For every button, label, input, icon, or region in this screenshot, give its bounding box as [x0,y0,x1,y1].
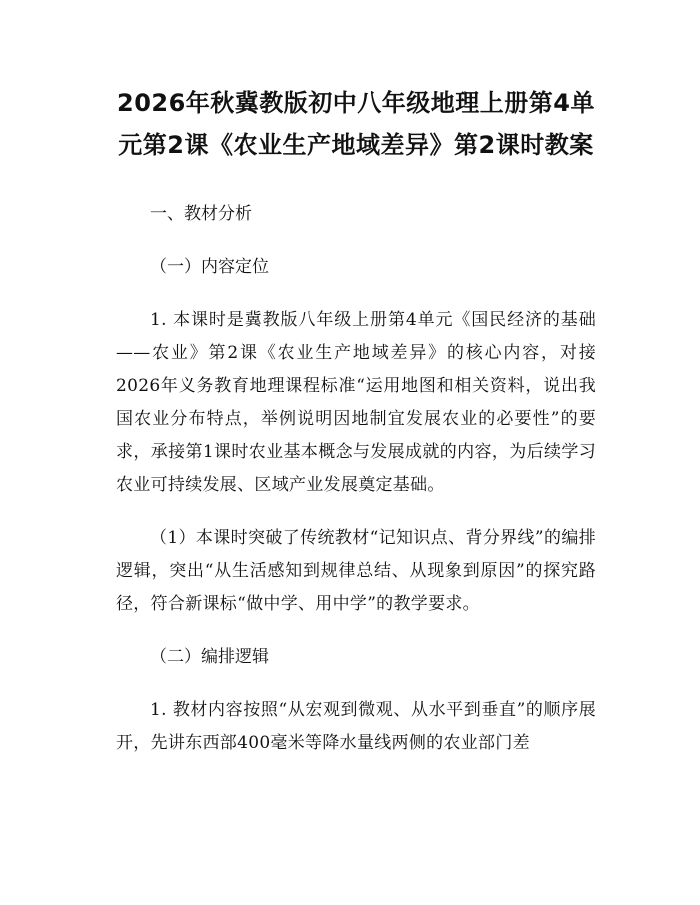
spacer [116,231,596,251]
spacer [116,166,596,198]
spacer [116,621,596,641]
subsection-heading-arrangement-logic: （二）编排逻辑 [150,647,269,667]
document-title: 2026年秋冀教版初中八年级地理上册第4单元第2课《农业生产地域差异》第2课时教案 [117,89,595,159]
spacer [116,502,596,522]
paragraph: 1. 教材内容按照“从宏观到微观、从水平到垂直”的顺序展开，先讲东西部400毫米等降水量线两侧的农业部门差 [116,700,596,753]
spacer [116,284,596,304]
spacer [116,674,596,694]
section-heading-textbook-analysis: 一、教材分析 [150,204,252,224]
paragraph: 1. 本课时是冀教版八年级上册第4单元《国民经济的基础——农业》第2课《农业生产地域差异》的核心内容，对接2026年义务教育地理课程标准“运用地图和相关资料，说出我国农业分布特点，举例说明因地制宜发展农业的必要性”的要求，承接第1课时农业基本概念与发展成就的内容，为后续学习农业可持续发展、区域产业发展奠定基础。 [116,310,596,495]
subsection-heading-content-positioning: （一）内容定位 [150,257,269,277]
paragraph: （1）本课时突破了传统教材“记知识点、背分界线”的编排逻辑，突出“从生活感知到规律总结、从现象到原因”的探究路径，符合新课标“做中学、用中学”的教学要求。 [116,528,596,614]
